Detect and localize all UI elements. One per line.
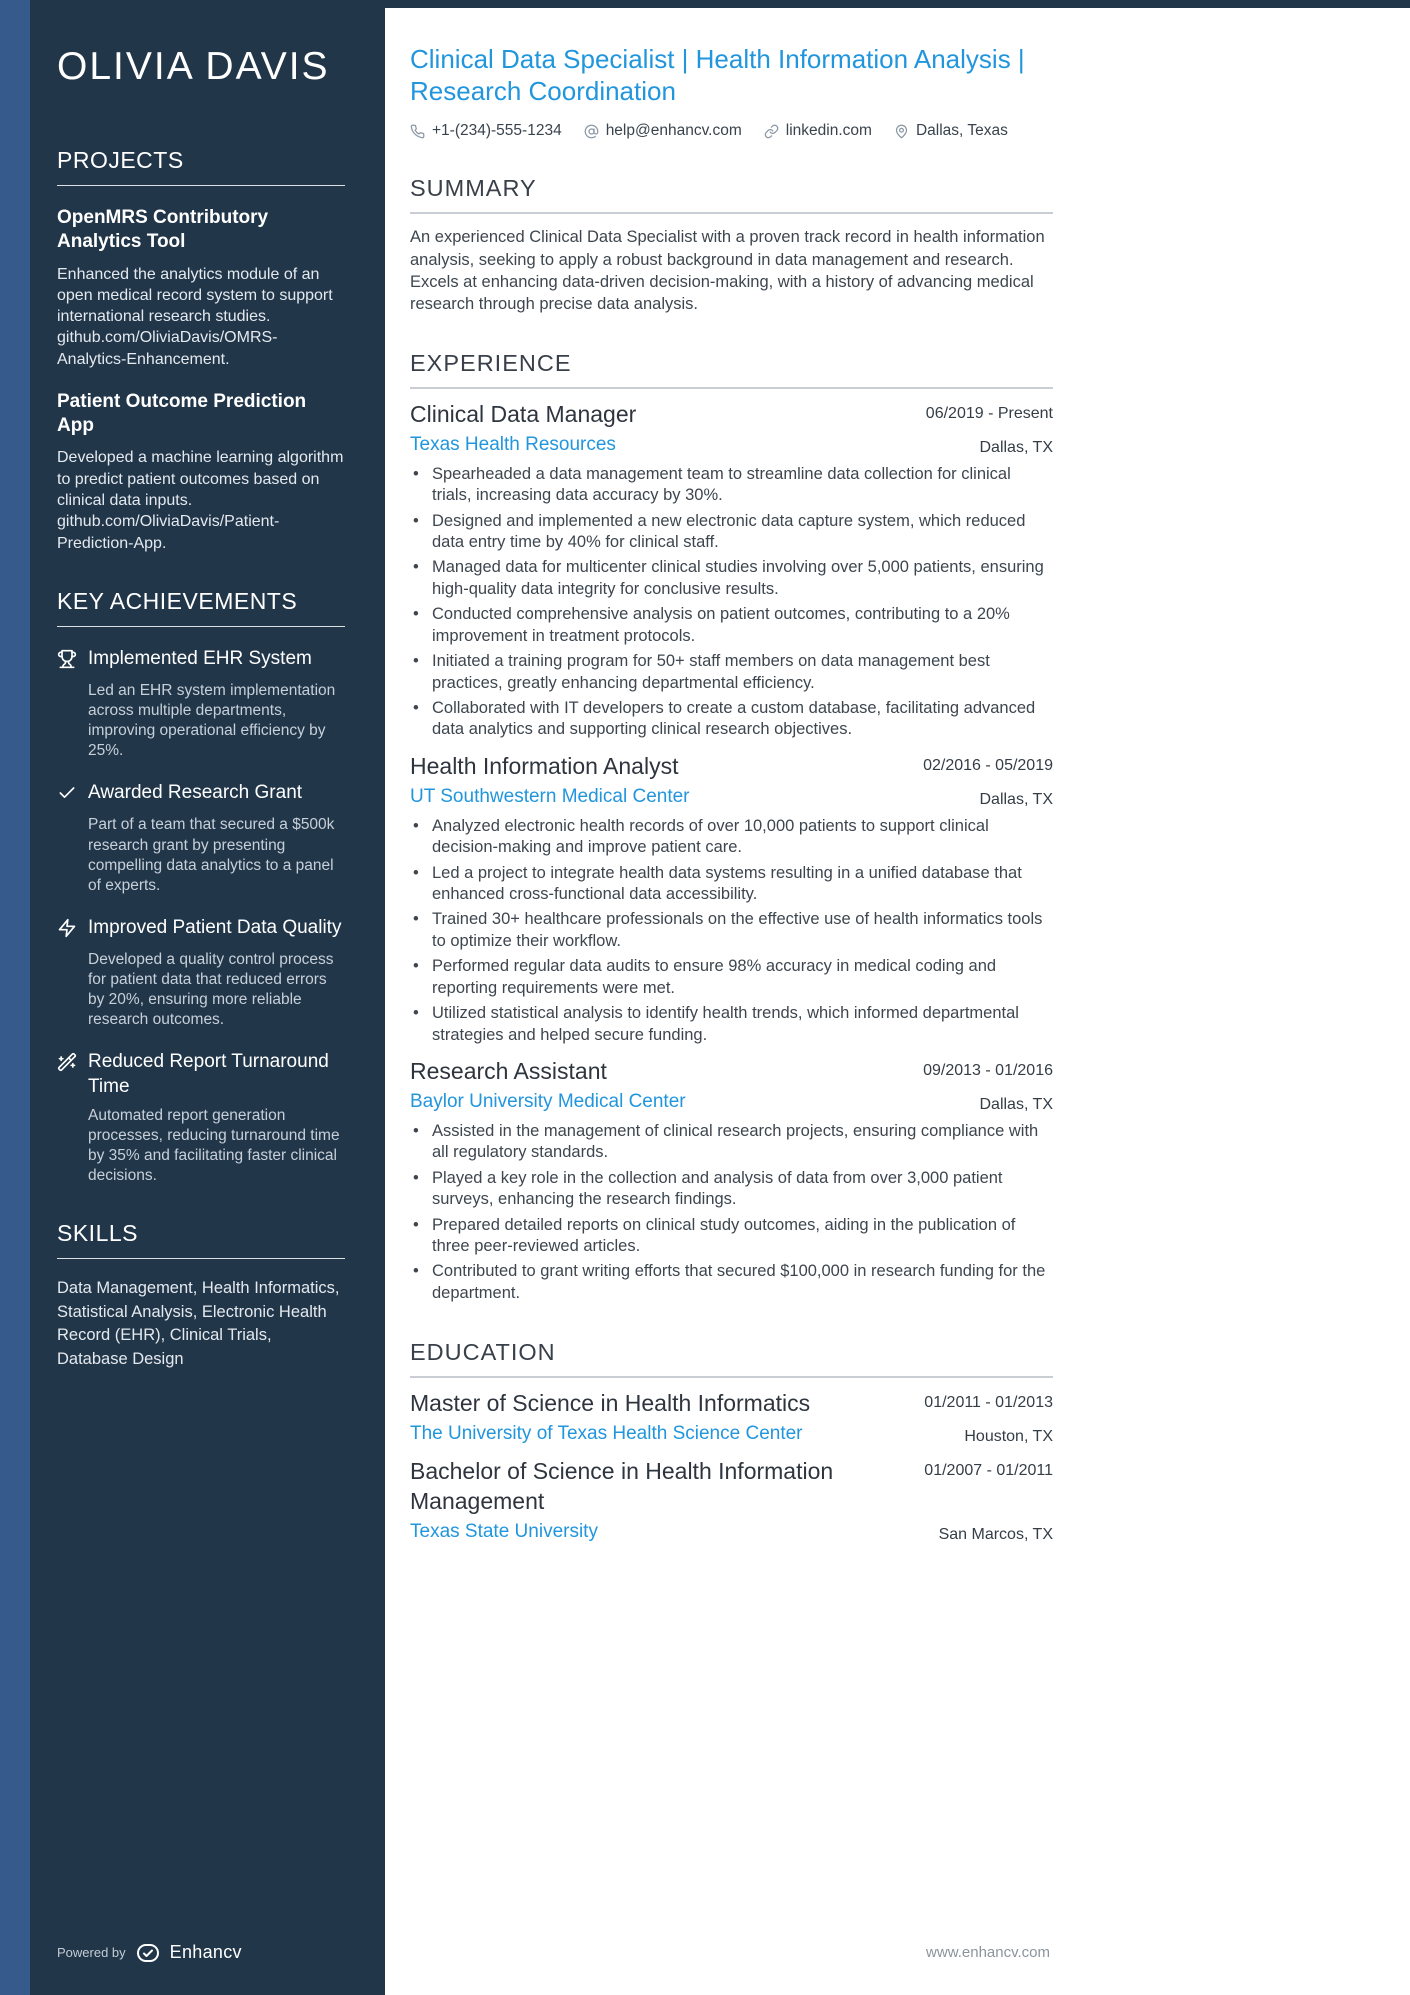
- bullet: • Spearheaded a data management team to streamline data collection for clinical trials, increasing data accuracy by 30%.: [410, 464, 1053, 507]
- job-location: Dallas, TX: [979, 438, 1053, 456]
- sidebar-content: [0, 0, 385, 1995]
- wand-icon: [57, 1050, 88, 1098]
- education-heading: EDUCATION: [410, 1339, 1053, 1378]
- bullet: • Assisted in the management of clinical research projects, ensuring compliance with all regulatory standards.: [410, 1121, 1053, 1164]
- at-sign-icon: [584, 124, 599, 139]
- contact-email[interactable]: [584, 122, 742, 140]
- school-name: Texas State University: [410, 1520, 598, 1542]
- summary-text: An experienced Clinical Data Specialist with a proven track record in health information analysis, seeking to apply a robust background in data management and research. Excels at enhancing data-driven decision-making, with a history of advancing medical research through precise data analysis.: [410, 228, 1045, 313]
- main-content: [385, 0, 1410, 1995]
- achievements-section: [57, 588, 345, 1187]
- achievement-description: Automated report generation processes, reducing turnaround time by 35% and facilitating faster clinical decisions.: [88, 1106, 340, 1185]
- header: [410, 44, 1053, 140]
- job-bullet-list: [410, 1121, 1053, 1305]
- phone-number: +1-(234)-555-1234: [432, 122, 562, 140]
- check-icon: [57, 781, 88, 808]
- job-title: Clinical Data Manager: [410, 400, 637, 427]
- trophy-icon: [57, 647, 88, 674]
- bullet: • Managed data for multicenter clinical studies involving over 5,000 patients, ensuring high-quality data integrity for conclusive results.: [410, 557, 1053, 600]
- summary-section: [410, 175, 1053, 314]
- job-bullet-list: [410, 464, 1053, 741]
- job-title: Research Assistant: [410, 1058, 607, 1084]
- job-title: Health Information Analyst: [410, 752, 679, 779]
- education-entry: [410, 1457, 1053, 1543]
- achievement-title: Implemented EHR System: [88, 647, 312, 669]
- job-bullet-list: [410, 816, 1053, 1046]
- experience-section: [410, 350, 1053, 1304]
- achievement-title: Reduced Report Turnaround Time: [88, 1051, 329, 1097]
- linkedin-url: linkedin.com: [785, 122, 872, 140]
- location-text: Dallas, Texas: [915, 122, 1008, 140]
- contact-link[interactable]: [764, 122, 872, 140]
- bullet: • Trained 30+ healthcare professionals on the effective use of health informatics tools to optimize their workflow.: [410, 909, 1053, 952]
- achievement-item: [57, 916, 345, 1031]
- achievement-item: [57, 1050, 345, 1186]
- company-name: UT Southwestern Medical Center: [410, 785, 690, 807]
- projects-section: [57, 147, 345, 554]
- project-item: [57, 390, 345, 554]
- bullet: • Contributed to grant writing efforts that secured $100,000 in research funding for the department.: [410, 1261, 1053, 1304]
- job-entry: [410, 1057, 1053, 1304]
- enhancv-website-link[interactable]: www.enhancv.com: [926, 1944, 1050, 1961]
- link-icon: [764, 124, 779, 139]
- headline: Clinical Data Specialist | Health Information Analysis | Research Coordination: [410, 44, 1025, 106]
- bullet: • Analyzed electronic health records of over 10,000 patients to support clinical decision-making and improve patient care.: [410, 816, 1053, 859]
- degree-dates: 01/2007 - 01/2011: [924, 1462, 1053, 1480]
- education-entry: [410, 1389, 1053, 1446]
- school-location: Houston, TX: [964, 1428, 1053, 1446]
- contact-phone[interactable]: [410, 122, 562, 140]
- bullet: • Initiated a training program for 50+ staff members on data management best practices, greatly enhancing departmental efficiency.: [410, 651, 1053, 694]
- achievement-item: [57, 781, 345, 896]
- project-item: [57, 206, 345, 370]
- bullet: • Designed and implemented a new electronic data capture system, which reduced data entry time by 40% for clinical staff.: [410, 511, 1053, 554]
- powered-by-footer[interactable]: [57, 1942, 242, 1963]
- job-location: Dallas, TX: [979, 1095, 1053, 1113]
- bullet: • Prepared detailed reports on clinical study outcomes, aiding in the publication of three peer-reviewed articles.: [410, 1215, 1053, 1258]
- project-title: Patient Outcome Prediction App: [57, 390, 307, 437]
- degree-dates: 01/2011 - 01/2013: [924, 1394, 1053, 1412]
- achievement-description: Developed a quality control process for patient data that reduced errors by 20%, ensuring more reliable research outcomes.: [88, 950, 334, 1029]
- job-dates: 06/2019 - Present: [925, 404, 1053, 422]
- contact-location: [894, 122, 1008, 140]
- job-dates: 02/2016 - 05/2019: [923, 756, 1053, 774]
- summary-heading: SUMMARY: [410, 175, 1053, 214]
- job-dates: 09/2013 - 01/2016: [923, 1062, 1053, 1079]
- project-description: Developed a machine learning algorithm to predict patient outcomes based on clinical data inputs. github.com/OliviaDavis/Patient-Prediction-App.: [57, 449, 344, 552]
- education-section: [410, 1339, 1053, 1544]
- enhancv-brand-label: Enhancv: [169, 1942, 242, 1962]
- bullet: • Collaborated with IT developers to create a custom database, facilitating advanced data analytics and supporting clinical research objectives.: [410, 698, 1053, 741]
- bullet: • Performed regular data audits to ensure 98% accuracy in medical coding and reporting requirements were met.: [410, 956, 1053, 999]
- experience-heading: EXPERIENCE: [410, 350, 1053, 389]
- achievements-heading: KEY ACHIEVEMENTS: [57, 588, 345, 627]
- job-entry: [410, 752, 1053, 1046]
- bullet: • Played a key role in the collection and analysis of data from over 3,000 patient surveys, enhancing the research findings.: [410, 1168, 1053, 1211]
- projects-heading: PROJECTS: [57, 147, 345, 186]
- school-location: San Marcos, TX: [938, 1525, 1053, 1543]
- bullet: • Utilized statistical analysis to identify health trends, which informed departmental strategies and helped secure funding.: [410, 1003, 1053, 1046]
- achievement-description: Part of a team that secured a $500k research grant by presenting compelling data analytics to a panel of experts.: [88, 816, 335, 894]
- school-name: The University of Texas Health Science Center: [410, 1423, 803, 1445]
- achievement-description: Led an EHR system implementation across multiple departments, improving operational efficiency by 25%.: [88, 681, 336, 760]
- skills-list: Data Management, Health Informatics, Statistical Analysis, Electronic Health Record (EHR), Clinical Trials, Database Design: [57, 1279, 340, 1368]
- achievement-item: [57, 647, 345, 762]
- powered-by-label: Powered by: [57, 1945, 126, 1960]
- project-title: OpenMRS Contributory Analytics Tool: [57, 206, 269, 253]
- location-pin-icon: [894, 124, 909, 139]
- email-address: help@enhancv.com: [605, 122, 742, 140]
- skills-section: [57, 1220, 345, 1371]
- project-description: Enhanced the analytics module of an open medical record system to support international research studies. github.com/OliviaDavis/OMRS-Analytics-Enhancement.: [57, 265, 333, 368]
- company-name: Baylor University Medical Center: [410, 1090, 686, 1112]
- sidebar: [0, 0, 385, 1995]
- bullet: • Led a project to integrate health data systems resulting in a unified database that enhanced cross-functional data accessibility.: [410, 863, 1053, 906]
- degree-title: Master of Science in Health Informatics: [410, 1390, 811, 1417]
- top-strip: [385, 0, 1410, 8]
- achievement-title: Awarded Research Grant: [88, 782, 303, 804]
- enhancv-logo-icon: [135, 1943, 161, 1963]
- degree-title: Bachelor of Science in Health Information Management: [410, 1458, 834, 1514]
- job-location: Dallas, TX: [979, 790, 1053, 808]
- bolt-icon: [57, 916, 88, 943]
- phone-icon: [410, 124, 425, 139]
- company-name: Texas Health Resources: [410, 433, 616, 455]
- bullet: • Conducted comprehensive analysis on patient outcomes, contributing to a 20% improvement in treatment protocols.: [410, 604, 1053, 647]
- achievement-title: Improved Patient Data Quality: [88, 916, 342, 938]
- contact-row: [410, 122, 1053, 140]
- candidate-name: OLIVIA DAVIS: [57, 45, 330, 88]
- skills-heading: SKILLS: [57, 1220, 345, 1259]
- job-entry: [410, 400, 1053, 741]
